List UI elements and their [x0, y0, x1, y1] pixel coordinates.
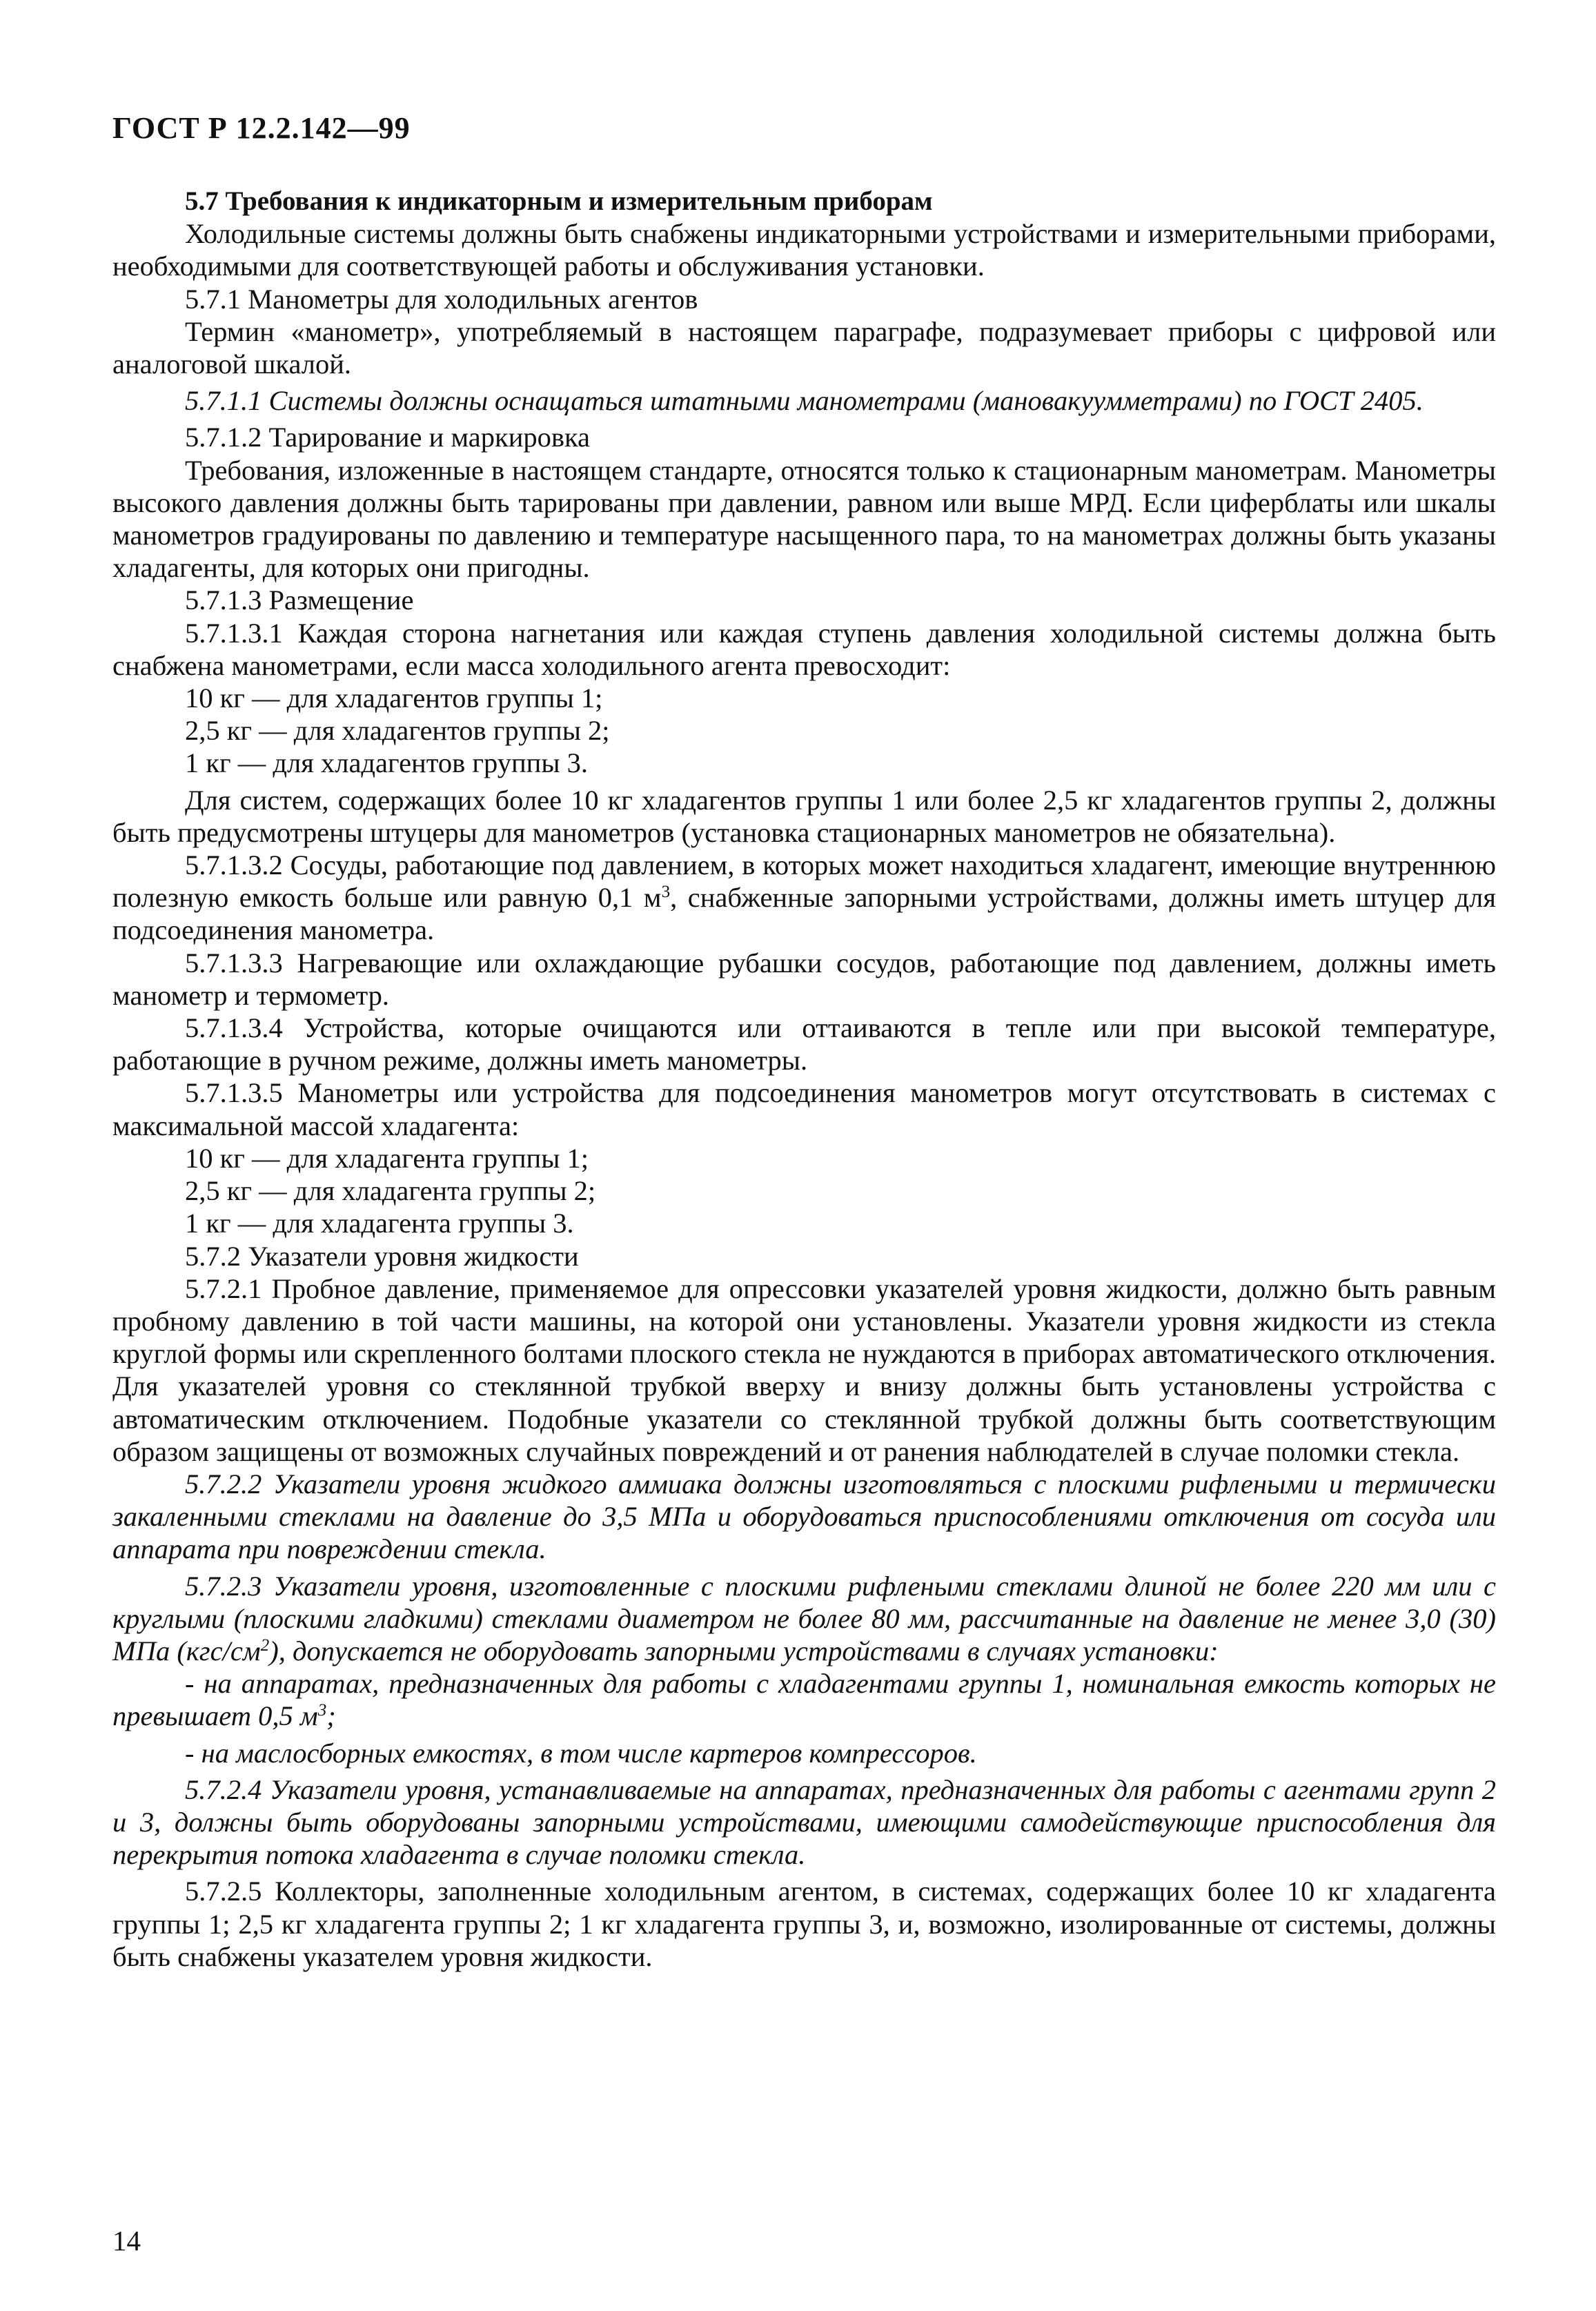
paragraph: 5.7.2.4 Указатели уровня, устанавливаемые на аппаратах, предназначенных для работы с агентами групп 2 и 3, должны быть оборудованы запорными устройствами, имеющими самодействующие приспособления для перекрытия потока хладагента в случае поломки стекла.: [112, 1773, 1496, 1871]
paragraph: 5.7.2.2 Указатели уровня жидкого аммиака должны изготовляться с плоскими рифлеными и термически закаленными стеклами на давление до 3,5 МПа и оборудоваться приспособлениями отключения от сосуда или аппарата при повреждении стекла.: [112, 1468, 1496, 1565]
list-item: 2,5 кг — для хладагента группы 2;: [185, 1175, 596, 1207]
subsection-heading: 5.7.2 Указатели уровня жидкости: [185, 1240, 579, 1272]
paragraph: Требования, изложенные в настоящем стандарте, относятся только к стационарным манометрам. Манометры высокого давления должны быть тарированы при давлении, равном или выше МРД. Если циферблаты или шкалы манометров градуированы по давлению и температуре насыщенного пара, то на манометрах должны быть указаны хладагенты, для которых они пригодны.: [112, 454, 1496, 584]
paragraph: 5.7.1.3.5 Манометры или устройства для подсоединения манометров могут отсутствовать в системах с максимальной массой хладагента:: [112, 1077, 1496, 1141]
document-body: [112, 185, 1496, 1973]
paragraph: 5.7.1.3.3 Нагревающие или охлаждающие рубашки сосудов, работающие под давлением, должны иметь манометр и термометр.: [112, 947, 1496, 1011]
paragraph: Для систем, содержащих более 10 кг хладагентов группы 1 или более 2,5 кг хладагентов группы 2, должны быть предусмотрены штуцеры для манометров (установка стационарных манометров не обязательна).: [112, 784, 1496, 848]
list-item: 1 кг — для хладагентов группы 3.: [185, 747, 589, 779]
paragraph: 5.7.2.5 Коллекторы, заполненные холодильным агентом, в системах, содержащих более 10 кг хладагента группы 1; 2,5 кг хладагента группы 2; 1 кг хладагента группы 3, и, возможно, изолированные от системы, должны быть снабжены указателем уровня жидкости.: [112, 1876, 1496, 1972]
document-code: ГОСТ Р 12.2.142—99: [112, 111, 411, 145]
list-item: 2,5 кг — для хладагентов группы 2;: [185, 715, 610, 747]
paragraph: Холодильные системы должны быть снабжены индикаторными устройствами и измерительными приборами, необходимыми для соответствующей работы и обслуживания установки.: [112, 218, 1496, 282]
list-item: - на маслосборных емкостях, в том числе картеров компрессоров.: [185, 1737, 977, 1769]
paragraph: 5.7.2.3 Указатели уровня, изготовленные с плоскими рифлеными стеклами длиной не более 220 мм или с круглыми (плоскими гладкими) стеклами диаметром не более 80 мм, рассчитанные на давление не менее 3,0 (30) МПа $(кгс/см^2)$, допускается не оборудовать запорными устройствами в случаях установки:: [112, 1570, 1496, 1666]
paragraph: 5.7.1.3.1 Каждая сторона нагнетания или каждая ступень давления холодильной системы должна быть снабжена манометрами, если масса холодильного агента превосходит:: [112, 617, 1496, 681]
paragraph: 5.7.2.1 Пробное давление, применяемое для опрессовки указателей уровня жидкости, должно быть равным пробному давлению в той части машины, на которой они установлены. Указатели уровня жидкости из стекла круглой формы или скрепленного болтами плоского стекла не нуждаются в приборах автоматического отключения. Для указателей уровня со стеклянной трубкой вверху и внизу должны быть установлены устройства с автоматическим отключением. Подобные указатели со стеклянной трубкой должны быть соответствующим образом защищены от возможных случайных повреждений и от ранения наблюдателей в случае поломки стекла.: [112, 1272, 1496, 1467]
paragraph: 5.7.1.1 Системы должны оснащаться штатными манометрами (мановакуумметрами) по ГОСТ 2405.: [185, 385, 1423, 417]
list-item: 10 кг — для хладагентов группы 1;: [185, 682, 603, 714]
subsection-heading: 5.7.1.3 Размещение: [185, 584, 414, 616]
list-item: - на аппаратах, предназначенных для работы с хладагентами группы 1, номинальная емкость которых не превышает 0,5 $м^3$;: [112, 1668, 1496, 1732]
list-item: 10 кг — для хладагента группы 1;: [185, 1142, 589, 1174]
paragraph: 5.7.1.3.2 Сосуды, работающие под давлением, в которых может находиться хладагент, имеющие внутреннюю полезную емкость больше или равную 0,1 $м^3$, снабженные запорными устройствами, должны иметь штуцер для подсоединения манометра.: [112, 849, 1496, 946]
subsection-heading: 5.7.1.2 Тарирование и маркировка: [185, 422, 591, 453]
paragraph: 5.7.1.3.4 Устройства, которые очищаются или оттаиваются в тепле или при высокой температуре, работающие в ручном режиме, должны иметь манометры.: [112, 1012, 1496, 1076]
paragraph: Термин «манометр», употребляемый в настоящем параграфе, подразумевает приборы с цифровой или аналоговой шкалой.: [112, 315, 1496, 380]
subsection-heading: 5.7.1 Манометры для холодильных агентов: [185, 283, 698, 315]
list-item: 1 кг — для хладагента группы 3.: [185, 1208, 574, 1239]
section-heading: 5.7 Требования к индикаторным и измерительным приборам: [185, 186, 933, 216]
page-number: 14: [112, 2225, 141, 2256]
